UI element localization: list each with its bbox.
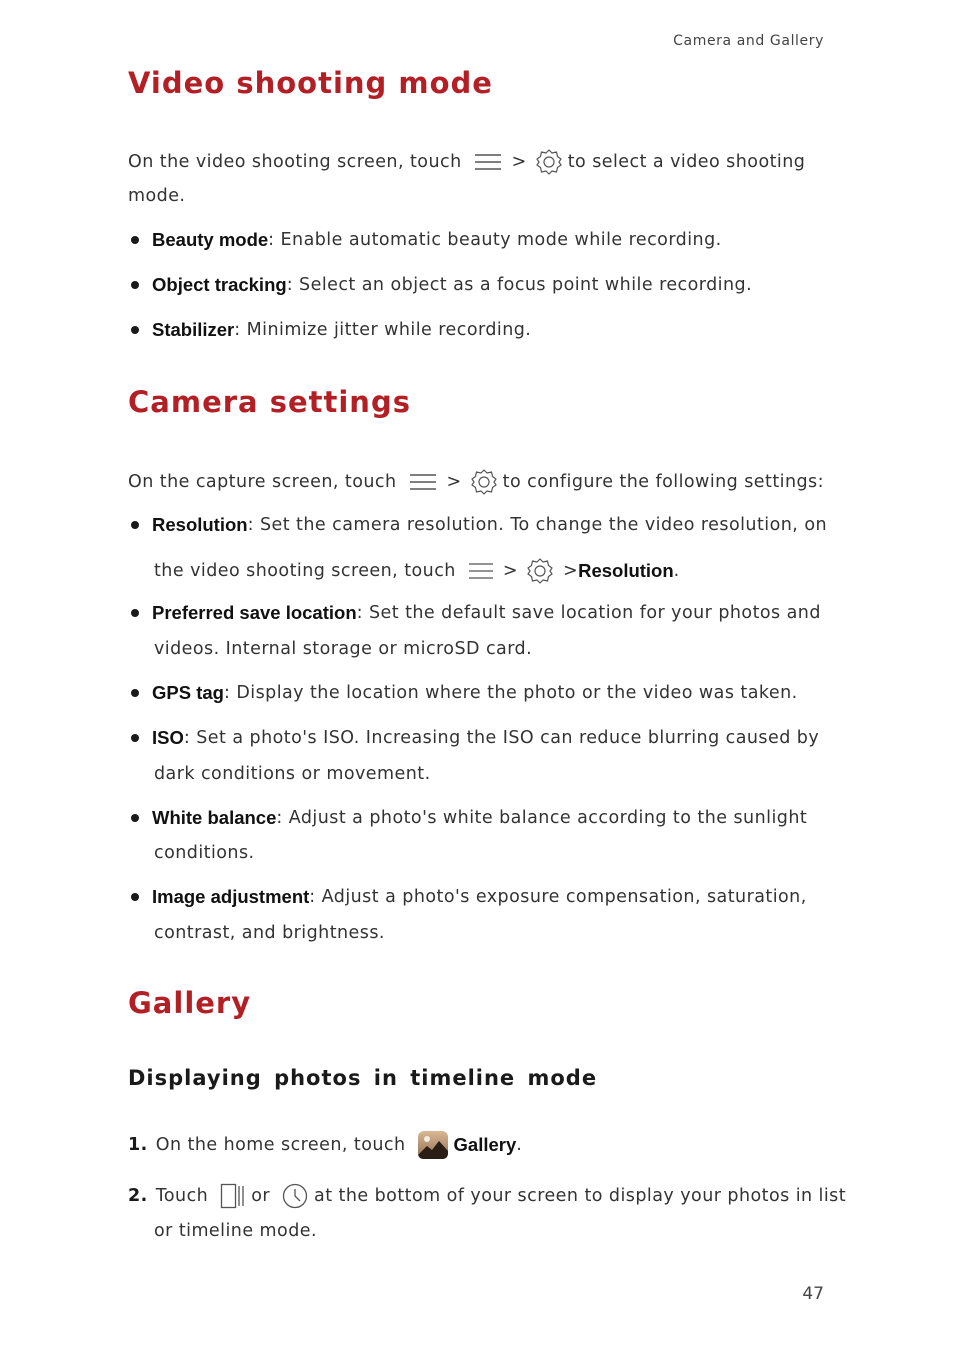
item-term: Preferred save location (152, 602, 357, 623)
settings-gear-icon (470, 468, 498, 496)
bullet-dot (131, 734, 139, 742)
item-description: : Enable automatic beauty mode while recording. (268, 230, 722, 250)
step-1-text: On the home screen, touch (155, 1135, 406, 1155)
item-term: Resolution (152, 514, 248, 535)
camera-settings-intro-text-b: to configure the following settings: (502, 472, 824, 492)
item-term: Object tracking (152, 274, 287, 295)
video-mode-intro-text-b: to select a video shooting (567, 152, 806, 172)
setting-item-white-balance (152, 807, 807, 829)
setting-item-image-adjustment (152, 886, 807, 908)
step-1 (128, 1130, 522, 1160)
bullet-dot (131, 893, 139, 901)
menu-icon (409, 471, 437, 493)
video-mode-intro (128, 148, 805, 176)
bullet-dot (131, 236, 139, 244)
item-term: Image adjustment (152, 886, 310, 907)
video-mode-intro-continued: mode. (128, 186, 186, 206)
step-number: 1. (128, 1135, 148, 1155)
setting-item-gps-tag (152, 682, 798, 704)
step-1-period: . (516, 1135, 523, 1155)
item-description: : Select an object as a focus point while recording. (286, 275, 753, 295)
section-title-camera-settings: Camera settings (128, 385, 411, 419)
bullet-dot (131, 609, 139, 617)
video-mode-item-stabilizer (152, 319, 531, 341)
camera-settings-intro-separator: > (446, 472, 462, 492)
resolution-period: . (673, 561, 680, 581)
item-description: : Minimize jitter while recording. (234, 320, 532, 340)
setting-item-resolution (152, 514, 827, 536)
bullet-dot (131, 281, 139, 289)
item-term: White balance (152, 807, 277, 828)
settings-gear-icon (526, 557, 554, 585)
video-mode-intro-separator: > (511, 152, 527, 172)
step-2 (128, 1183, 846, 1209)
item-description: : Display the location where the photo or the video was taken. (223, 683, 798, 703)
item-description: : Adjust a photo's white balance according to the sunlight (276, 808, 808, 828)
gallery-term: Gallery (453, 1134, 517, 1155)
subsection-title-timeline-mode: Displaying photos in timeline mode (128, 1066, 598, 1090)
item-description: : Set the default save location for your photos and (356, 603, 821, 623)
resolution-term: Resolution (578, 560, 674, 581)
item-description: : Set the camera resolution. To change the video resolution, on (247, 515, 828, 535)
setting-item-resolution-continued (154, 557, 680, 585)
item-term: Stabilizer (152, 319, 235, 340)
section-title-video-shooting-mode: Video shooting mode (128, 66, 493, 100)
resolution-separator-1: > (502, 561, 518, 581)
list-view-icon (220, 1183, 246, 1209)
step-number: 2. (128, 1186, 148, 1206)
gallery-app-icon (417, 1130, 449, 1160)
setting-item-iso-continued: dark conditions or movement. (154, 764, 431, 784)
bullet-dot (131, 326, 139, 334)
item-term: GPS tag (152, 682, 224, 703)
running-header: Camera and Gallery (673, 33, 824, 49)
menu-icon (474, 151, 502, 173)
bullet-dot (131, 689, 139, 697)
item-term: ISO (152, 727, 184, 748)
resolution-separator-2: > (562, 561, 579, 581)
menu-icon (468, 561, 494, 581)
step-2-or: or (251, 1186, 271, 1206)
setting-item-image-adjustment-continued: contrast, and brightness. (154, 923, 385, 943)
setting-item-white-balance-continued: conditions. (154, 843, 255, 863)
bullet-dot (131, 814, 139, 822)
item-description: : Adjust a photo's exposure compensation, saturation, (309, 887, 807, 907)
video-mode-item-object-tracking (152, 274, 752, 296)
setting-item-save-location (152, 602, 821, 624)
item-term: Beauty mode (152, 229, 269, 250)
settings-gear-icon (535, 148, 563, 176)
video-mode-intro-text-a: On the video shooting screen, touch (128, 152, 462, 172)
section-title-gallery: Gallery (128, 986, 252, 1020)
step-2-text-a: Touch (155, 1186, 209, 1206)
step-2-continued: or timeline mode. (154, 1221, 317, 1241)
bullet-dot (131, 521, 139, 529)
timeline-clock-icon (282, 1183, 308, 1209)
setting-item-iso (152, 727, 819, 749)
video-mode-item-beauty (152, 229, 722, 251)
page-number: 47 (802, 1284, 824, 1304)
setting-item-save-location-continued: videos. Internal storage or microSD card. (154, 639, 533, 659)
camera-settings-intro-text-a: On the capture screen, touch (128, 472, 397, 492)
resolution-cont-text: the video shooting screen, touch (154, 561, 456, 581)
step-2-text-b: at the bottom of your screen to display your photos in list (314, 1186, 847, 1206)
camera-settings-intro (128, 468, 824, 496)
item-description: : Set a photo's ISO. Increasing the ISO can reduce blurring caused by (183, 728, 820, 748)
